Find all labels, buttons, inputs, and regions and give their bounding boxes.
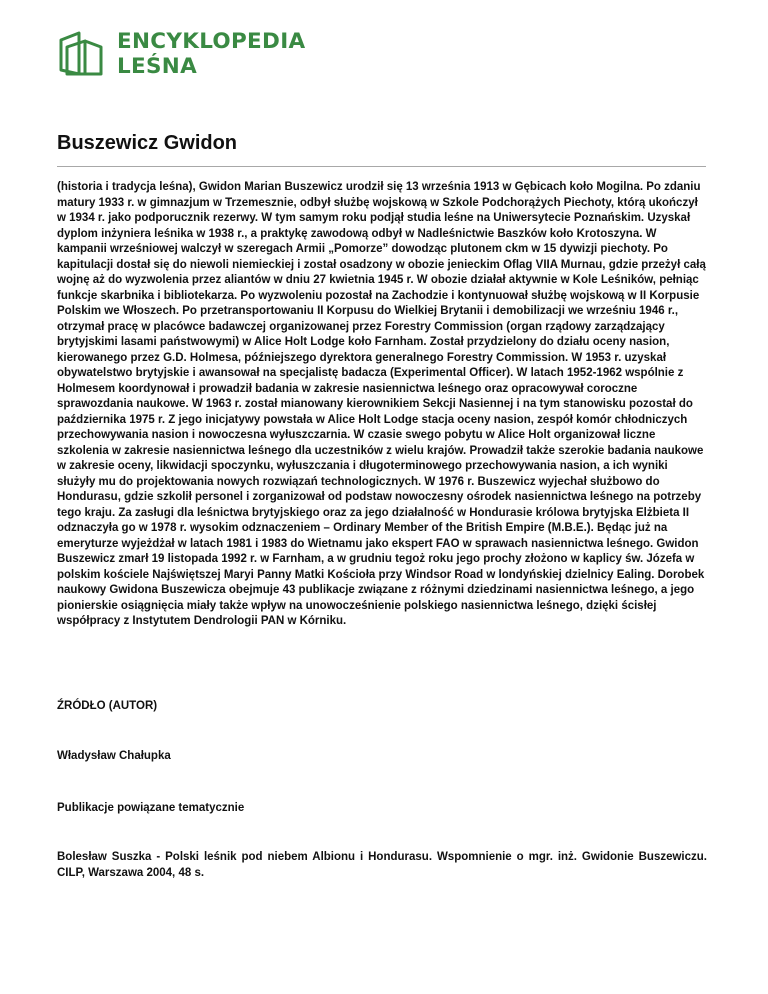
open-book-icon — [57, 30, 105, 78]
article-body: (historia i tradycja leśna), Gwidon Marian Buszewicz urodził się 13 września 1913 w Gębicach koło Mogilna. Po zdaniu matury 1933 r. w gimnazjum w Trzemesznie, odbył służbę wojskową w Szkole Podchorążych Piechoty, którą ukończył w 1934 r. jako podporucznik rezerwy. W tym samym roku podjął studia leśne na Uniwersytecie Poznańskim. Uzyskał dyplom inżyniera leśnika w 1938 r., a praktykę zawodową odbył w Nadleśnictwie Baszków koło Krotoszyna. W kampanii wrześniowej walczył w szeregach Armii „Pomorze” dowodząc plutonem ckm w 15 dywizji piechoty. Po kapitulacji dostał się do niewoli niemieckiej i został osadzony w obozie jenieckim Oflag VIIA Murnau, gdzie przeżył całą wojnę aż do wyzwolenia przez aliantów w dniu 27 kwietnia 1945 r. W obozie działał aktywnie w Kole Leśników, pełniąc funkcje skarbnika i bibliotekarza. Po wyzwoleniu pozostał na Zachodzie i kontynuował służbę wojskową w II Korpusie Polskim we Włoszech. Po przetransportowaniu II Korpusu do Wielkiej Brytanii i demobilizacji we wrześniu 1946 r., otrzymał pracę w placówce badawczej organizowanej przez Forestry Commission (organ rządowy zarządzający brytyjskimi lasami państwowymi) w Alice Holt Lodge koło Farnham. Został przydzielony do działu oceny nasion, kierowanego przez G.D. Holmesa, późniejszego dyrektora generalnego Forestry Commission. W 1953 r. uzyskał obywatelstwo brytyjskie i awansował na specjalistę badacza (Experimental Officer). W latach 1952-1962 wspólnie z Holmesem koordynował i prowadził badania w zakresie nasiennictwa leśnego oraz opracowywał coroczne sprawozdania naukowe. W 1963 r. został mianowany kierownikiem Sekcji Nasiennej i na tym stanowisku pozostał do października 1975 r. Z jego inicjatywy powstała w Alice Holt Lodge stacja oceny nasion, zespół komór chłodniczych przechowywania nasion i nowoczesna wyłuszczarnia. W czasie swego pobytu w Alice Holt organizował liczne szkolenia w zakresie nasiennictwa leśnego dla uczestników z wielu krajów. Prowadził także szerokie badania naukowe w zakresie oceny, likwidacji spoczynku, wyłuszczania i długoterminowego przechowywania nasion, a ich wyniki służyły mu do projektowania nowych rozwiązań technologicznych. W 1976 r. Buszewicz wyjechał służbowo do Hondurasu, gdzie szkolił personel i zorganizował od podstaw nowoczesny ośrodek nasiennictwa leśnego na potrzeby tego kraju. Za zasługi dla leśnictwa brytyjskiego oraz za jego działalność w Hondurasie królowa brytyjska Elżbieta II odznaczyła go w 1978 r. wysokim odznaczeniem – Ordinary Member of the British Empire (M.B.E.). Będąc już na emeryturze wyjeżdżał w latach 1981 i 1983 do Wietnamu jako ekspert FAO w sprawach nasiennictwa leśnego. Gwidon Buszewicz zmarł 19 listopada 1992 r. w Farnham, a w grudniu tegoż roku jego prochy złożono w kaplicy św. Józefa w polskim kościele Najświętszej Maryi Panny Matki Kościoła przy Windsor Road w londyńskiej dzielnicy Ealing. Dorobek naukowy Gwidona Buszewicza obejmuje 43 publikacje związane z różnymi dziedzinami nasiennictwa leśnego, a jego pionierskie osiągnięcia miały także wpływ na unowocześnienie polskiego nasiennictwa leśnego, dzięki ścisłej współpracy z Instytutem Dendrologii PAN w Kórniku. — [57, 181, 706, 627]
related-heading: Publikacje powiązane tematycznie — [57, 802, 245, 814]
source-author: Władysław Chałupka — [57, 750, 171, 762]
page-title: Buszewicz Gwidon — [57, 132, 238, 154]
logo-line-1: ENCYKLOPEDIA — [117, 29, 306, 54]
source-heading: ŹRÓDŁO (AUTOR) — [57, 700, 158, 712]
site-logo[interactable] — [57, 29, 305, 79]
logo-wordmark — [117, 29, 305, 79]
title-divider — [57, 166, 706, 167]
logo-line-2: LEŚNA — [117, 54, 198, 79]
related-publication: Bolesław Suszka - Polski leśnik pod niebem Albionu i Hondurasu. Wspomnienie o mgr. inż. Gwidonie Buszewiczu. CILP, Warszawa 2004, 48 s. — [57, 851, 707, 879]
